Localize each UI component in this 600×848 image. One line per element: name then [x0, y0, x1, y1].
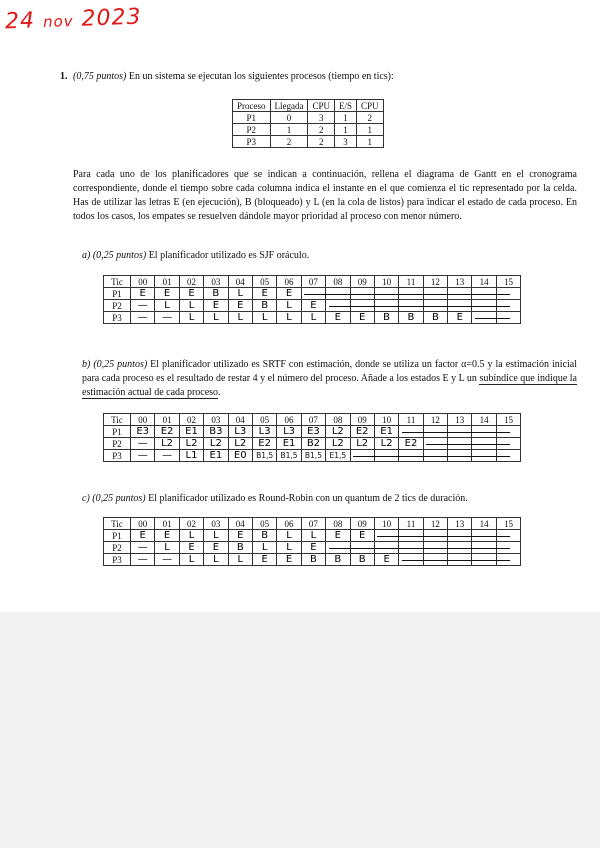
gantt-cell: L2 — [350, 438, 374, 450]
gantt-cell: L — [155, 542, 179, 554]
tick-label: 07 — [301, 518, 325, 530]
tick-label: 07 — [301, 276, 325, 288]
gantt-cell: L1 — [179, 450, 203, 462]
gantt-cell: — — [155, 312, 179, 324]
tick-label: 13 — [448, 518, 472, 530]
gantt-cell: L — [277, 530, 301, 542]
gantt-cell: L2 — [179, 438, 203, 450]
gantt-cell: L — [204, 554, 228, 566]
gantt-cell: L3 — [228, 426, 252, 438]
cell: 3 — [335, 136, 357, 148]
process-label: P1 — [104, 288, 131, 300]
gantt-cell: B — [423, 312, 447, 324]
gantt-cell: B1,5 — [252, 450, 276, 462]
process-label: P2 — [104, 438, 131, 450]
completion-line — [426, 444, 510, 445]
gantt-cell: E — [131, 288, 155, 300]
completion-line — [402, 432, 510, 433]
gantt-cell: B1,5 — [277, 450, 301, 462]
tick-label: 07 — [301, 414, 325, 426]
gantt-cell: E — [252, 554, 276, 566]
gantt-cell: B — [399, 312, 423, 324]
gantt-cell: E — [179, 542, 203, 554]
gantt-cell: E1,5 — [326, 450, 350, 462]
gantt-cell: E3 — [301, 426, 325, 438]
gantt-cell: L — [277, 312, 301, 324]
gantt-cell: E — [326, 312, 350, 324]
part-a-statement: a) (0,25 puntos) El planificador utilizado es SJF oráculo. — [82, 250, 310, 261]
gantt-cell: E — [326, 530, 350, 542]
gantt-cell: E — [155, 530, 179, 542]
tick-label: 13 — [448, 276, 472, 288]
tick-label: 15 — [496, 518, 520, 530]
cell: 1 — [357, 136, 384, 148]
completion-line — [329, 306, 510, 307]
tick-label: 10 — [374, 414, 398, 426]
gantt-cell: E2 — [155, 426, 179, 438]
process-label: P1 — [104, 426, 131, 438]
tick-label: 14 — [472, 414, 496, 426]
gantt-cell: L2 — [326, 426, 350, 438]
gantt-cell: B1,5 — [301, 450, 325, 462]
header-cell: CPU — [308, 100, 335, 112]
gantt-cell: E — [301, 542, 325, 554]
cell: 1 — [335, 124, 357, 136]
tic-header: Tic — [104, 276, 131, 288]
gantt-cell: L2 — [155, 438, 179, 450]
gantt-cell: E — [131, 530, 155, 542]
tick-label: 12 — [423, 518, 447, 530]
question-number: 1. — [60, 71, 68, 82]
gantt-cell: E — [252, 288, 276, 300]
gantt-cell: B — [252, 530, 276, 542]
gantt-cell: L — [228, 288, 252, 300]
tick-label: 02 — [179, 518, 203, 530]
gantt-cell: E — [448, 312, 472, 324]
gantt-cell: — — [155, 554, 179, 566]
gantt-cell: L — [204, 312, 228, 324]
handwritten-date: 24 nov 2023 — [4, 4, 142, 35]
cell: P3 — [233, 136, 271, 148]
process-label: P3 — [104, 554, 131, 566]
completion-line — [377, 536, 509, 537]
gantt-cell: E1 — [179, 426, 203, 438]
gantt-cell: L2 — [374, 438, 398, 450]
gantt-cell: E — [228, 530, 252, 542]
gantt-cell: — — [131, 312, 155, 324]
gantt-cell: L2 — [204, 438, 228, 450]
gantt-cell: E — [374, 554, 398, 566]
gantt-cell: B2 — [301, 438, 325, 450]
gantt-cell: B — [204, 288, 228, 300]
tick-label: 00 — [131, 414, 155, 426]
gantt-cell: E — [277, 554, 301, 566]
gantt-cell: E — [301, 300, 325, 312]
gantt-cell: E — [204, 542, 228, 554]
tick-label: 09 — [350, 414, 374, 426]
completion-line — [329, 548, 510, 549]
gantt-cell: L — [179, 554, 203, 566]
gantt-cell: L2 — [326, 438, 350, 450]
tick-label: 08 — [326, 276, 350, 288]
tick-label: 10 — [374, 518, 398, 530]
gantt-cell: L — [155, 300, 179, 312]
tick-label: 04 — [228, 518, 252, 530]
gantt-cell: B — [326, 554, 350, 566]
tick-label: 09 — [350, 518, 374, 530]
tick-label: 04 — [228, 414, 252, 426]
gantt-cell: L — [277, 542, 301, 554]
gantt-cell: E — [350, 530, 374, 542]
cell: 2 — [308, 124, 335, 136]
gantt-cell: L3 — [252, 426, 276, 438]
gantt-cell: E — [155, 288, 179, 300]
tick-label: 03 — [204, 414, 228, 426]
tick-label: 01 — [155, 414, 179, 426]
gantt-cell: E1 — [204, 450, 228, 462]
gantt-cell: — — [131, 542, 155, 554]
gantt-cell: E — [350, 312, 374, 324]
cell: 2 — [357, 112, 384, 124]
gantt-cell: L — [252, 542, 276, 554]
cell: 1 — [335, 112, 357, 124]
tick-label: 15 — [496, 276, 520, 288]
gantt-cell: — — [131, 554, 155, 566]
gantt-cell: L3 — [277, 426, 301, 438]
cell: P2 — [233, 124, 271, 136]
tick-label: 15 — [496, 414, 520, 426]
gantt-cell: E — [179, 288, 203, 300]
gantt-cell: B3 — [204, 426, 228, 438]
gantt-cell: L — [252, 312, 276, 324]
cell: 2 — [270, 136, 308, 148]
process-table — [232, 99, 384, 148]
gantt-cell: E — [228, 300, 252, 312]
gantt-cell: — — [131, 438, 155, 450]
header-cell: Proceso — [233, 100, 271, 112]
tick-label: 12 — [423, 276, 447, 288]
tick-label: 08 — [326, 414, 350, 426]
completion-line — [475, 318, 510, 319]
gantt-cell: E1 — [374, 426, 398, 438]
cell: P1 — [233, 112, 271, 124]
gantt-cell: — — [131, 300, 155, 312]
instructions-paragraph: Para cada uno de los planificadores que se indican a continuación, rellena el diagrama de Gantt en el cronograma correspondiente, donde el tiempo sobre cada columna indica el instante en el que comienza el tic representado por la celda. Has de utilizar las letras E (en ejecución), B (bloqueado) y L (en la cola de listos) para indicar el estado de cada proceso. En todos los casos, los empates se resuelven dándole mayor prioridad al proceso con menor número. — [73, 169, 577, 222]
gantt-cell: — — [131, 450, 155, 462]
tic-header: Tic — [104, 518, 131, 530]
tick-label: 03 — [204, 276, 228, 288]
process-label: P2 — [104, 300, 131, 312]
cell: 2 — [308, 136, 335, 148]
gantt-cell: E2 — [252, 438, 276, 450]
part-b-statement: b) (0,25 puntos) El planificador utilizado es SRTF con estimación, donde se utiliza un factor α=0.5 y la estimación inicial para cada proceso es el resultado de restar 4 y el número del proceso. Añade a los estados E y L un subíndice que indique la estimación actual de cada proceso. — [82, 359, 578, 398]
tick-label: 03 — [204, 518, 228, 530]
gantt-cell: B — [228, 542, 252, 554]
tick-label: 10 — [374, 276, 398, 288]
tick-label: 04 — [228, 276, 252, 288]
tick-label: 14 — [472, 518, 496, 530]
tick-label: 01 — [155, 518, 179, 530]
cell: 1 — [357, 124, 384, 136]
gantt-cell: L — [179, 312, 203, 324]
gantt-cell: E2 — [399, 438, 423, 450]
gantt-cell: L — [179, 530, 203, 542]
tick-label: 12 — [423, 414, 447, 426]
tick-label: 14 — [472, 276, 496, 288]
completion-line — [353, 456, 510, 457]
gantt-cell: E — [277, 288, 301, 300]
gantt-cell: L — [277, 300, 301, 312]
tick-label: 08 — [326, 518, 350, 530]
tick-label: 00 — [131, 276, 155, 288]
tick-label: 05 — [252, 276, 276, 288]
page-bottom-margin — [0, 612, 600, 848]
gantt-cell: E1 — [277, 438, 301, 450]
gantt-cell: — — [155, 450, 179, 462]
question-intro: (0,75 puntos) En un sistema se ejecutan los siguientes procesos (tiempo en tics): — [73, 71, 394, 82]
part-c-statement: c) (0,25 puntos) El planificador utilizado es Round-Robin con un quantum de 2 tics de duración. — [82, 493, 468, 504]
gantt-cell: E0 — [228, 450, 252, 462]
completion-line — [304, 294, 510, 295]
tick-label: 05 — [252, 414, 276, 426]
gantt-cell: L — [179, 300, 203, 312]
process-label: P3 — [104, 312, 131, 324]
process-label: P1 — [104, 530, 131, 542]
gantt-cell: E — [204, 300, 228, 312]
tick-label: 01 — [155, 276, 179, 288]
tick-label: 09 — [350, 276, 374, 288]
tick-label: 11 — [399, 414, 423, 426]
header-cell: E/S — [335, 100, 357, 112]
tick-label: 05 — [252, 518, 276, 530]
tick-label: 13 — [448, 414, 472, 426]
gantt-cell: L — [301, 530, 325, 542]
cell: 3 — [308, 112, 335, 124]
completion-line — [402, 560, 510, 561]
gantt-cell: L2 — [228, 438, 252, 450]
header-cell: Llegada — [270, 100, 308, 112]
gantt-cell: B — [301, 554, 325, 566]
gantt-chart-sjf — [103, 275, 521, 324]
process-label: P3 — [104, 450, 131, 462]
cell: 1 — [270, 124, 308, 136]
tick-label: 00 — [131, 518, 155, 530]
gantt-cell: E3 — [131, 426, 155, 438]
gantt-cell: L — [228, 312, 252, 324]
tick-label: 06 — [277, 414, 301, 426]
gantt-cell: B — [252, 300, 276, 312]
tick-label: 02 — [179, 414, 203, 426]
gantt-cell: L — [204, 530, 228, 542]
tick-label: 06 — [277, 518, 301, 530]
gantt-cell: E2 — [350, 426, 374, 438]
gantt-cell: L — [228, 554, 252, 566]
header-cell: CPU — [357, 100, 384, 112]
gantt-cell: L — [301, 312, 325, 324]
tick-label: 02 — [179, 276, 203, 288]
tick-label: 06 — [277, 276, 301, 288]
gantt-cell: B — [374, 312, 398, 324]
process-label: P2 — [104, 542, 131, 554]
tic-header: Tic — [104, 414, 131, 426]
tick-label: 11 — [399, 276, 423, 288]
gantt-cell: B — [350, 554, 374, 566]
cell: 0 — [270, 112, 308, 124]
tick-label: 11 — [399, 518, 423, 530]
